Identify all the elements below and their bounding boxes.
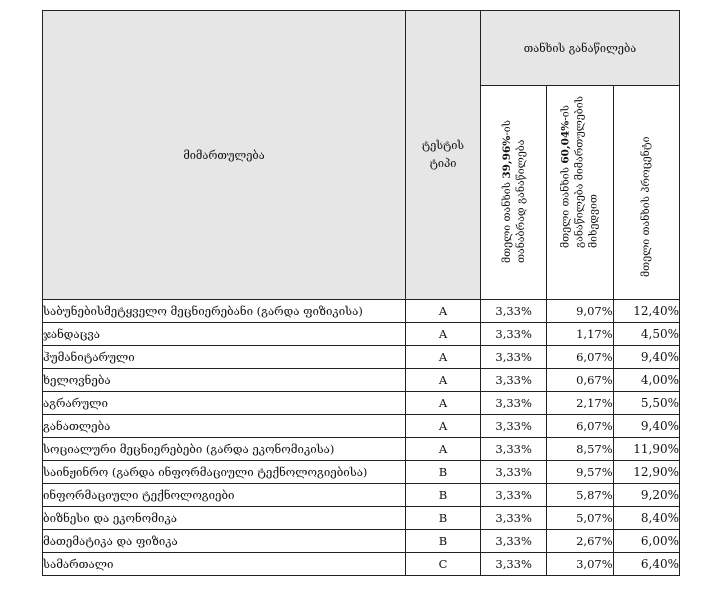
row-test-type: B	[406, 461, 481, 484]
row-total-percent: 5,50%	[613, 392, 679, 415]
row-direction-share: 5,07%	[547, 507, 613, 530]
row-test-type: A	[406, 369, 481, 392]
row-direction-share: 3,07%	[547, 553, 613, 576]
table-row	[43, 392, 680, 415]
row-equal-share: 3,33%	[481, 461, 547, 484]
row-total-percent: 6,00%	[613, 530, 679, 553]
header-test-type-line2: ტიპი	[429, 157, 457, 170]
table-row	[43, 346, 680, 369]
row-name: საბუნებისმეტყველო მეცნიერებანი (გარდა ფიზიკისა)	[43, 300, 406, 323]
row-total-percent: 8,40%	[613, 507, 679, 530]
row-total-percent: 4,50%	[613, 323, 679, 346]
row-direction-share: 9,57%	[547, 461, 613, 484]
row-direction-share: 5,87%	[547, 484, 613, 507]
row-total-percent: 12,40%	[613, 300, 679, 323]
col1-bold: 39,96%	[500, 135, 513, 179]
row-direction-share: 6,07%	[547, 415, 613, 438]
row-name: ჯანდაცვა	[43, 323, 406, 346]
row-direction-share: 2,67%	[547, 530, 613, 553]
col1-pre: მთელი თანხის	[500, 178, 513, 263]
row-test-type: B	[406, 507, 481, 530]
row-total-percent: 12,90%	[613, 461, 679, 484]
row-name: ჰუმანიტარული	[43, 346, 406, 369]
row-total-percent: 4,00%	[613, 369, 679, 392]
table-row	[43, 300, 680, 323]
row-total-percent: 9,40%	[613, 415, 679, 438]
row-test-type: A	[406, 415, 481, 438]
row-equal-share: 3,33%	[481, 553, 547, 576]
row-equal-share: 3,33%	[481, 438, 547, 461]
row-equal-share: 3,33%	[481, 484, 547, 507]
row-direction-share: 8,57%	[547, 438, 613, 461]
row-name: ინფორმაციული ტექნოლოგიები	[43, 484, 406, 507]
col2-pre: მთელი თანხის	[559, 164, 572, 249]
row-total-percent: 6,40%	[613, 553, 679, 576]
row-total-percent: 9,40%	[613, 346, 679, 369]
table-row	[43, 507, 680, 530]
row-name: განათლება	[43, 415, 406, 438]
row-name: საინჟინრო (გარდა ინფორმაციული ტექნოლოგიებისა)	[43, 461, 406, 484]
table-row	[43, 484, 680, 507]
col2-bold: 60,04%	[559, 121, 572, 165]
funding-distribution-table	[42, 10, 680, 576]
row-direction-share: 0,67%	[547, 369, 613, 392]
col3-text: მთელი თანხის პროცენტი	[640, 136, 653, 277]
header-direction: მიმართულება	[43, 11, 406, 300]
row-name: აგრარული	[43, 392, 406, 415]
row-name: ხელოვნება	[43, 369, 406, 392]
row-equal-share: 3,33%	[481, 392, 547, 415]
header-total-percent	[613, 86, 679, 300]
row-test-type: B	[406, 484, 481, 507]
row-equal-share: 3,33%	[481, 507, 547, 530]
header-test-type-line1: ტესტის	[421, 139, 465, 153]
row-direction-share: 9,07%	[547, 300, 613, 323]
row-name: სოციალური მეცნიერებები (გარდა ეკონომიკისა)	[43, 438, 406, 461]
row-test-type: A	[406, 300, 481, 323]
table-row	[43, 415, 680, 438]
table-row	[43, 530, 680, 553]
row-direction-share: 6,07%	[547, 346, 613, 369]
row-equal-share: 3,33%	[481, 300, 547, 323]
row-total-percent: 11,90%	[613, 438, 679, 461]
row-equal-share: 3,33%	[481, 346, 547, 369]
row-test-type: A	[406, 392, 481, 415]
header-equal-share	[481, 86, 547, 300]
row-equal-share: 3,33%	[481, 369, 547, 392]
header-test-type	[406, 11, 481, 300]
table-row	[43, 369, 680, 392]
row-test-type: A	[406, 438, 481, 461]
table-row	[43, 323, 680, 346]
table-row	[43, 438, 680, 461]
header-distribution: თანხის განაწილება	[481, 11, 680, 86]
row-equal-share: 3,33%	[481, 530, 547, 553]
table-row	[43, 553, 680, 576]
col1-post: -ის თანაბრად განაწილება	[500, 119, 527, 263]
row-test-type: C	[406, 553, 481, 576]
row-name: ბიზნესი და ეკონომიკა	[43, 507, 406, 530]
row-direction-share: 2,17%	[547, 392, 613, 415]
table-row	[43, 461, 680, 484]
header-direction-share	[547, 86, 613, 300]
row-equal-share: 3,33%	[481, 323, 547, 346]
row-equal-share: 3,33%	[481, 415, 547, 438]
col2-post: -ის განაწილება მიმართულების მიხედვით	[559, 96, 601, 249]
row-test-type: A	[406, 323, 481, 346]
row-name: სამართალი	[43, 553, 406, 576]
row-direction-share: 1,17%	[547, 323, 613, 346]
row-test-type: A	[406, 346, 481, 369]
row-total-percent: 9,20%	[613, 484, 679, 507]
row-test-type: B	[406, 530, 481, 553]
row-name: მათემატიკა და ფიზიკა	[43, 530, 406, 553]
